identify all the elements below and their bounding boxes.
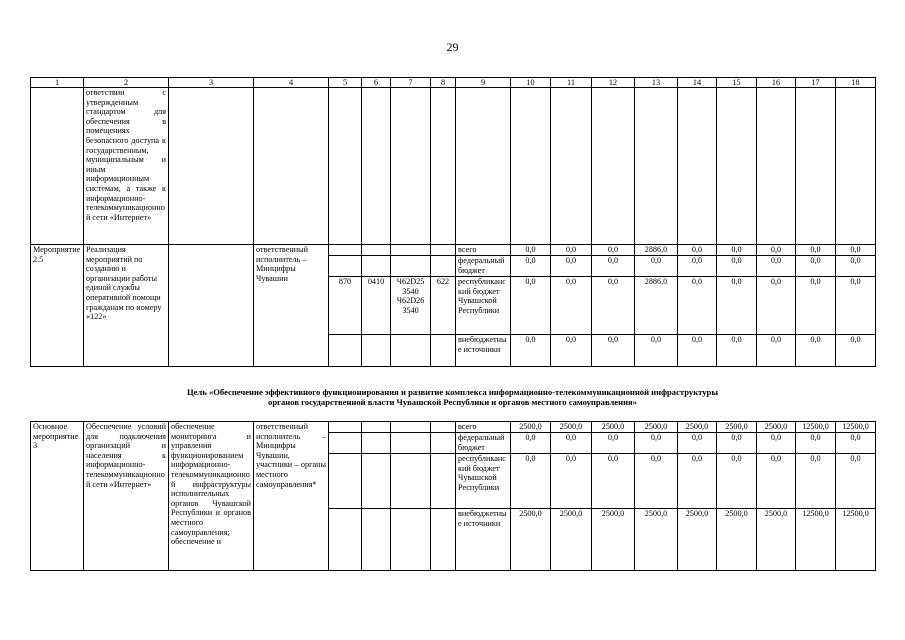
value-cell: 0,0: [592, 277, 635, 335]
c7-code-a: Ч62D25 3540: [396, 277, 425, 296]
value-cell: 2500,0: [678, 509, 717, 571]
value-cell: 0,0: [717, 335, 757, 367]
source-label: внебюджетные источники: [456, 335, 511, 367]
col-header: 18: [836, 78, 876, 88]
col-header: 11: [551, 78, 592, 88]
value-cell: 0,0: [678, 335, 717, 367]
value-cell: 2500,0: [592, 509, 635, 571]
col-header: 5: [329, 78, 362, 88]
om3-executor: ответственный исполнитель – Минцифры Чувашии, участники – органы местного самоуправления*: [254, 422, 329, 571]
value-cell: 12500,0: [836, 422, 876, 433]
value-cell: 0,0: [796, 256, 836, 277]
col-header: 1: [31, 78, 84, 88]
value-cell: 0,0: [757, 256, 796, 277]
value-cell: 12500,0: [836, 509, 876, 571]
goal-line-2: органов государственной власти Чувашской Республики и органов местного самоуправления»: [268, 397, 637, 407]
col-header: 3: [169, 78, 254, 88]
source-label: внебюджетные источники: [456, 509, 511, 571]
value-cell: 0,0: [551, 277, 592, 335]
goal-heading: [30, 387, 875, 407]
col-header: 17: [796, 78, 836, 88]
col-header: 9: [456, 78, 511, 88]
value-cell: 0,0: [717, 433, 757, 454]
value-cell: 0,0: [551, 256, 592, 277]
om3-label: Основное мероприятие 3: [31, 422, 84, 571]
m25-row-total: [31, 245, 876, 256]
budget-table-top: [30, 77, 876, 367]
value-cell: 0,0: [551, 433, 592, 454]
value-cell: 0,0: [511, 433, 551, 454]
value-cell: 0,0: [592, 454, 635, 509]
value-cell: 0,0: [836, 245, 876, 256]
budget-table-bottom: [30, 421, 876, 571]
col-header: 16: [757, 78, 796, 88]
value-cell: 0,0: [551, 245, 592, 256]
c7-cell: [391, 277, 431, 335]
goal-line-1: Цель «Обеспечение эффективного функционирования и развитие комплекса информационно-телекоммуникационной инфраструктуры: [186, 387, 719, 397]
col-header: 12: [592, 78, 635, 88]
value-cell: 0,0: [796, 245, 836, 256]
value-cell: 0,0: [511, 256, 551, 277]
c6-cell: 0410: [362, 277, 391, 335]
value-cell: 0,0: [796, 335, 836, 367]
value-cell: 0,0: [592, 433, 635, 454]
value-cell: 2500,0: [757, 422, 796, 433]
column-header-row: [31, 78, 876, 88]
value-cell: 0,0: [635, 256, 678, 277]
continuation-row: [31, 88, 876, 245]
value-cell: 0,0: [678, 433, 717, 454]
om3-target: обеспечение мониторинга и управления функционированием информационно-телекоммуникационной инфраструктуры исполнительных органов Чувашской Республики и органов местного самоуправления; обеспечение и: [169, 422, 254, 571]
continuation-text: ответствии с утвержденным стандартом для обеспечения в помещениях безопасного доступа к государственным, муниципальным и иным информационным системам, а также к информационно-телекоммуникационной сети «Интернет»: [84, 88, 169, 245]
value-cell: 12500,0: [796, 509, 836, 571]
c8-cell: 622: [431, 277, 456, 335]
col-header: 15: [717, 78, 757, 88]
c5-cell: 870: [329, 277, 362, 335]
col-header: 7: [391, 78, 431, 88]
value-cell: 0,0: [836, 454, 876, 509]
value-cell: 2500,0: [635, 422, 678, 433]
value-cell: 0,0: [796, 277, 836, 335]
value-cell: 2886,0: [635, 277, 678, 335]
value-cell: 0,0: [717, 454, 757, 509]
value-cell: 0,0: [717, 256, 757, 277]
value-cell: 0,0: [717, 277, 757, 335]
col-header: 10: [511, 78, 551, 88]
source-label: республиканский бюджет Чувашской Республики: [456, 277, 511, 335]
value-cell: 2500,0: [717, 509, 757, 571]
om3-title: Обеспечение условий для подключения организаций и населения к информационно-телекоммуникационной сети «Интернет»: [84, 422, 169, 571]
col-header: 2: [84, 78, 169, 88]
col-header: 8: [431, 78, 456, 88]
value-cell: 0,0: [836, 277, 876, 335]
value-cell: 2500,0: [678, 422, 717, 433]
value-cell: 2500,0: [592, 422, 635, 433]
value-cell: 2500,0: [511, 509, 551, 571]
value-cell: 2500,0: [717, 422, 757, 433]
value-cell: 0,0: [511, 454, 551, 509]
value-cell: 0,0: [836, 433, 876, 454]
om3-row-total: [31, 422, 876, 433]
col-header: 14: [678, 78, 717, 88]
source-label: федеральный бюджет: [456, 433, 511, 454]
value-cell: 0,0: [511, 277, 551, 335]
source-label: всего: [456, 245, 511, 256]
value-cell: 0,0: [592, 256, 635, 277]
value-cell: 12500,0: [796, 422, 836, 433]
value-cell: 0,0: [796, 454, 836, 509]
value-cell: 2500,0: [551, 422, 592, 433]
value-cell: 2500,0: [757, 509, 796, 571]
value-cell: 0,0: [678, 245, 717, 256]
value-cell: 0,0: [635, 433, 678, 454]
value-cell: 0,0: [757, 335, 796, 367]
value-cell: 0,0: [678, 277, 717, 335]
value-cell: 0,0: [678, 256, 717, 277]
value-cell: 2500,0: [511, 422, 551, 433]
value-cell: 0,0: [678, 454, 717, 509]
source-label: федеральный бюджет: [456, 256, 511, 277]
source-label: всего: [456, 422, 511, 433]
value-cell: 2500,0: [551, 509, 592, 571]
value-cell: 0,0: [635, 335, 678, 367]
value-cell: 0,0: [511, 245, 551, 256]
value-cell: 0,0: [757, 433, 796, 454]
value-cell: 0,0: [836, 335, 876, 367]
page-number: 29: [446, 40, 459, 54]
c7-code-b: Ч62D26 3540: [396, 296, 425, 315]
value-cell: 0,0: [635, 454, 678, 509]
value-cell: 0,0: [551, 335, 592, 367]
value-cell: 2500,0: [635, 509, 678, 571]
value-cell: 0,0: [757, 277, 796, 335]
value-cell: 0,0: [551, 454, 592, 509]
value-cell: 0,0: [757, 245, 796, 256]
col-header: 13: [635, 78, 678, 88]
value-cell: 0,0: [592, 245, 635, 256]
value-cell: 0,0: [836, 256, 876, 277]
value-cell: 0,0: [511, 335, 551, 367]
col-header: 6: [362, 78, 391, 88]
value-cell: 0,0: [796, 433, 836, 454]
m25-label: Мероприятие 2.5: [31, 245, 84, 367]
value-cell: 0,0: [757, 454, 796, 509]
m25-title: Реализация мероприятий по созданию и организации работы единой службы оперативной помощи гражданам по номеру «122»: [84, 245, 169, 367]
col-header: 4: [254, 78, 329, 88]
m25-executor: ответственный исполнитель – Минцифры Чувашии: [254, 245, 329, 367]
source-label: республиканский бюджет Чувашской Республики: [456, 454, 511, 509]
value-cell: 0,0: [592, 335, 635, 367]
value-cell: 0,0: [717, 245, 757, 256]
value-cell: 2886,0: [635, 245, 678, 256]
